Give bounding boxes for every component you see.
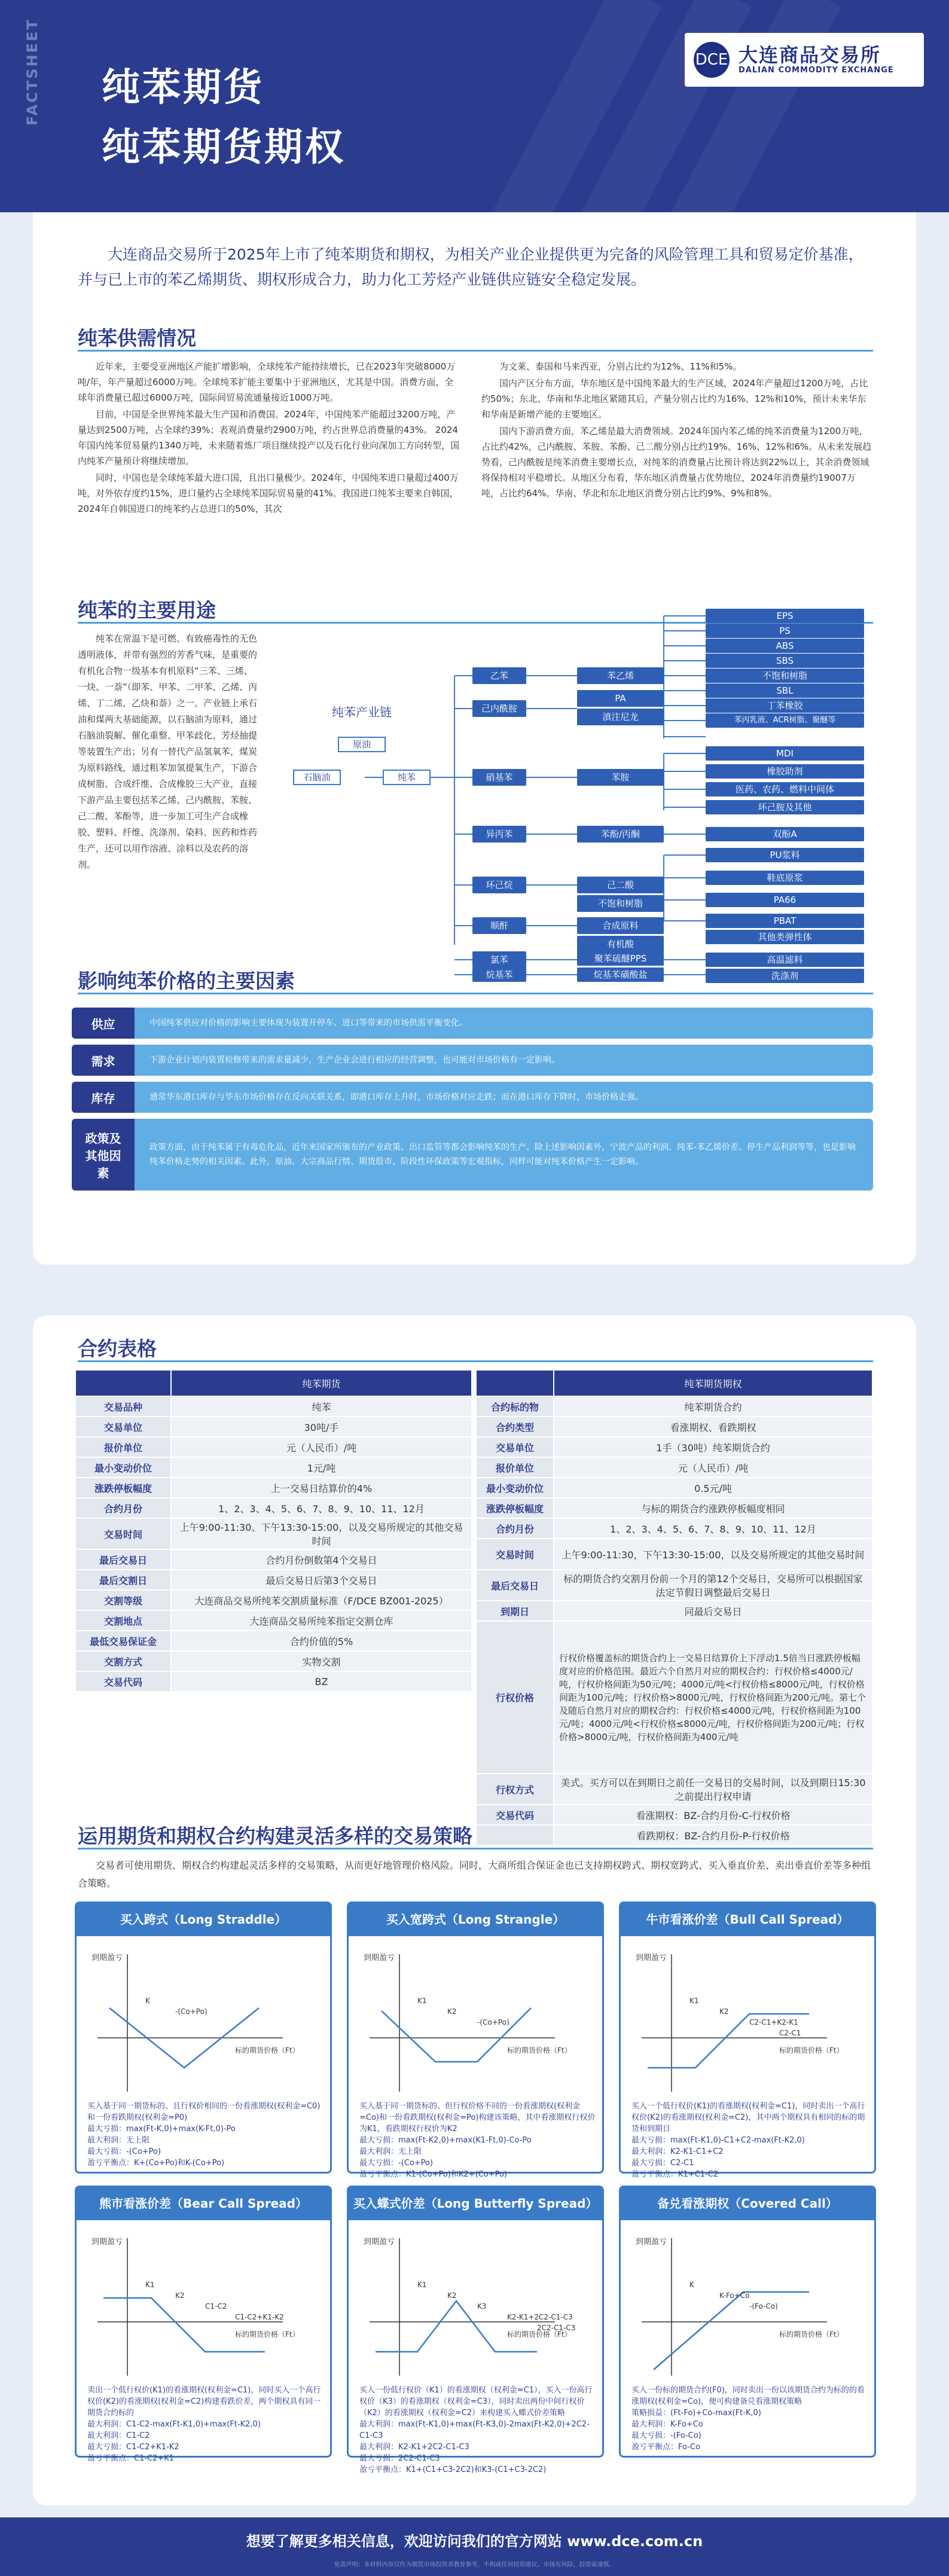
chain-label: 纯苯产业链 — [332, 705, 392, 719]
svg-text:到期盈亏: 到期盈亏 — [364, 1954, 395, 1962]
svg-text:标的期货价格（Ft）: 标的期货价格（Ft） — [235, 2330, 300, 2339]
contract-title: 合约表格 — [78, 1337, 157, 1360]
table-key: 涨跌停板幅度 — [75, 1478, 171, 1498]
payoff-label: K2 — [175, 2291, 185, 2300]
strategy-title: 运用期货和期权合约构建灵活多样的交易策略 — [78, 1824, 472, 1848]
svg-text:到期盈亏: 到期盈亏 — [364, 2238, 395, 2247]
footer — [0, 2517, 949, 2576]
chain-mid: 乙苯 — [472, 667, 526, 684]
table-value: 1、2、3、4、5、6、7、8、9、10、11、12月 — [554, 1518, 872, 1539]
factor-row-inventory: 库存 通常华东港口库存与华东市场价格存在反向关联关系，即港口库存上升时，市场价格对应走跌；而在港口库存下降时，市场价格走强。 — [72, 1082, 873, 1113]
table-row — [75, 1610, 472, 1631]
footer-disclaimer: 免责声明：本材料内容仅作为期货市场投资者教育参考，不构成任何投资建议。市场有风险，投资需谨慎。 — [334, 2562, 615, 2568]
payoff-label: K2 — [719, 2007, 729, 2016]
table-value: 纯苯 — [171, 1396, 472, 1417]
payoff-label: K2-K1+2C2-C1-C3 — [507, 2313, 573, 2321]
table-row — [75, 1671, 472, 1692]
table-key: 最低交易保证金 — [75, 1631, 171, 1651]
chain-connectors — [0, 0, 949, 1017]
futures-table: 纯苯期货 交易品种 纯苯 交易单位 30吨/手 报价单位 元（人民币）/吨 最小变动价位 1元/吨 涨跌停板幅度 上一交易日结算价的4% 合约月份 1、2、3、4、5、6、7、8、9、10、11、12月 交易时间 上午9:00-11:30、下午13:30-15:00，以及交易所规定的其他交易时间 最后交易日 合约月份倒数第4个交易日 最后交割日 最后交易日后第3个交易日 交割等级 大连商品交易所纯苯交割质量标准（F/DCE BZ001-2025） 交割地点 大连商品交易所纯苯指定交割仓库 最低交易保证金 合约价值的5% 交割方式 实物交割 交易代码 BZ — [75, 1369, 472, 1692]
strategy-title: 熊市看涨价差（Bear Call Spread） — [77, 2187, 330, 2220]
logo-name-cn: 大连商品交易所 — [739, 44, 881, 66]
factors-title: 影响纯苯价格的主要因素 — [78, 969, 295, 993]
table-row — [75, 1549, 472, 1570]
payoff-label: -(Co+Po) — [477, 2018, 509, 2026]
page-subtitle: 纯苯期货期权 — [102, 126, 346, 170]
payoff-label: K3 — [477, 2302, 487, 2311]
table-value: 1、2、3、4、5、6、7、8、9、10、11、12月 — [171, 1498, 472, 1518]
payoff-label: -(Co+Po) — [175, 2007, 208, 2016]
chain-mid2: 苯胺 — [577, 769, 664, 786]
usage-title: 纯苯的主要用途 — [78, 599, 216, 622]
table-row — [476, 1825, 872, 1845]
table-value: 看跌期权：BZ-合约月份-P-行权价格 — [554, 1825, 872, 1845]
strategy-box — [75, 2186, 332, 2463]
payoff-label: K1 — [145, 2281, 155, 2289]
strategy-intro: 交易者可使用期货、期权合约构建起灵活多样的交易策略，从而更好地管理价格风险。同时，大商所组合保证金也已支持期权跨式、期权宽跨式、买入垂直价差、卖出垂直价差等多种组合策略。 — [78, 1860, 871, 1889]
table-key: 最小变动价位 — [75, 1457, 171, 1478]
strategy-box — [347, 2186, 604, 2474]
table-row — [476, 1601, 872, 1621]
table-row — [75, 1417, 472, 1437]
table-key: 涨跌停板幅度 — [476, 1498, 554, 1518]
factsheet-label: FACTSHEET — [24, 18, 41, 126]
strategy-box — [347, 1902, 604, 2179]
chain-mid2: 苯酚/丙酮 — [577, 826, 664, 843]
table-value: 合约月份倒数第4个交易日 — [171, 1549, 472, 1570]
payoff-diagram — [358, 2232, 597, 2382]
svg-text:标的期货价格（Ft）: 标的期货价格（Ft） — [779, 2046, 844, 2055]
table-row — [75, 1457, 472, 1478]
table-value: 看涨期权、看跌期权 — [554, 1417, 872, 1437]
payoff-label: K — [145, 1997, 150, 2005]
payoff-label: K-Fo+Co — [719, 2291, 750, 2300]
payoff-label: K2 — [447, 2007, 457, 2016]
table-value: 大连商品交易所纯苯指定交割仓库 — [171, 1610, 472, 1631]
dce-mark-icon: DCE — [694, 42, 730, 78]
chain-mid: 异丙苯 — [472, 826, 526, 843]
table-value: 行权价格覆盖标的期货合约上一交易日结算价上下浮动1.5倍当日涨跌停板幅度对应的价格范围。最近六个自然月对应的期权合约：行权价格≤4000元/吨，行权价格间距为50元/吨；4000元/吨<行权价格≤8000元/吨，行权价格间距为100元/吨；行权价格>8000元/吨，行权价格间距为200元/吨。第七个及随后自然月对应的期权合约：行权价格≤4000元/吨，行权价格间距为100元/吨；4000元/吨<行权价格≤8000元/吨，行权价格间距为200元/吨；行权价格>8000元/吨，行权价格间距为400元/吨 — [554, 1621, 872, 1774]
payoff-label: C1-C2 — [205, 2302, 227, 2311]
table-key: 报价单位 — [476, 1457, 554, 1478]
payoff-diagram — [86, 2232, 325, 2382]
table-row — [476, 1396, 872, 1417]
chain-mid: 氯苯 — [472, 951, 526, 968]
table-row — [476, 1621, 872, 1774]
strategy-title: 备兑看涨期权（Covered Call） — [621, 2187, 874, 2220]
svg-text:到期盈亏: 到期盈亏 — [91, 1954, 123, 1962]
table-value: 纯苯期货合约 — [554, 1396, 872, 1417]
table-key: 行权价格 — [476, 1621, 554, 1774]
table-key: 到期日 — [476, 1601, 554, 1621]
table-row — [476, 1518, 872, 1539]
table-key: 交易代码 — [476, 1805, 554, 1825]
supply-title: 纯苯供需情况 — [78, 326, 196, 350]
table-key: 交割地点 — [75, 1610, 171, 1631]
page-title: 纯苯期货 — [102, 66, 264, 110]
table-key: 交割等级 — [75, 1590, 171, 1610]
table-row — [476, 1570, 872, 1601]
payoff-diagram — [630, 1948, 869, 2098]
chain-mid: 环己烷 — [472, 877, 526, 893]
table-key: 合约类型 — [476, 1417, 554, 1437]
strategy-box — [619, 2186, 876, 2458]
table-row — [476, 1478, 872, 1498]
table-key: 交易品种 — [75, 1396, 171, 1417]
chain-mid2: 烷基苯磺酸盐 — [577, 967, 664, 982]
payoff-label: C2-C1+K2-K1 — [749, 2018, 798, 2026]
table-value: 看涨期权：BZ-合约月份-C-行权价格 — [554, 1805, 872, 1825]
chain-mid2: 苯乙烯 — [577, 667, 664, 684]
table-key: 交易代码 — [75, 1671, 171, 1692]
payoff-label: K1 — [417, 2281, 427, 2289]
table-value: 实物交割 — [171, 1651, 472, 1671]
supply-right: 为文莱、泰国和马来西亚，分别占比约为12%、11%和5%。 国内产区分布方面，华东地区是中国纯苯最大的生产区域，2024年产量超过1200万吨，占比约50%；东北、华南和华北地区紧随其后，产量分别占比约为16%、12%和10%，预计未来华东和华南是新增产能的主要地区。 国内下游消费方面，苯乙烯是最大消费领域。2024年国内苯乙烯的纯苯消费量为1200万吨，占比约42%，己内酰胺、苯胺、苯酚、己二酸分别占比约19%、16%、12%和6%。从未来发展趋势看，己内酰胺是纯苯消费主要增长点，对纯苯的消费量占比预计将达到22%以上，其余消费领域将保持相对平稳增长。从地区分布看，华东地区消费量占优势地位，2024年消费量约19007万吨，占比约64%。华南、华北和东北地区消费分别占比约9%、9%和8%。 — [481, 361, 872, 499]
table-value: 元（人民币）/吨 — [554, 1457, 872, 1478]
chain-mid2: 有机酸 — [577, 936, 664, 953]
table-value: 标的期货合约交割月份前一个月的第12个交易日，交易所可以根据国家法定节假日调整最后交易日 — [554, 1570, 872, 1601]
divider — [78, 993, 873, 994]
table-row — [476, 1774, 872, 1805]
strategy-desc: 买入基于同一期货标的、且行权价相同的一份看涨期权(权利金=C0)和一份看跌期权(权利金=P0) 最大亏损：max(Ft-K,0)+max(K-Ft,0)-Po 最大利润：无上限 最大亏损：-(Co+Po) 盈亏平衡点：K+(Co+Po)和K-(Co+Po) — [87, 2102, 321, 2168]
strategy-title: 买入宽跨式（Long Strangle） — [349, 1903, 602, 1936]
payoff-label: K — [689, 2281, 694, 2289]
table-value: 同最后交易日 — [554, 1601, 872, 1621]
table-key: 最后交易日 — [75, 1549, 171, 1570]
strategy-box — [619, 1902, 876, 2179]
svg-text:到期盈亏: 到期盈亏 — [91, 2238, 123, 2247]
payoff-label: K2 — [447, 2291, 457, 2300]
divider — [78, 1848, 873, 1849]
svg-text:标的期货价格（Ft）: 标的期货价格（Ft） — [507, 2046, 572, 2055]
table-row — [476, 1498, 872, 1518]
supply-left: 近年来，主要受亚洲地区产能扩增影响，全球纯苯产能持续增长，已在2023年突破8000万吨/年，年产量超过6000万吨。全球纯苯扩能主要集中于亚洲地区，尤其是中国。消费方面，全球年消费量已超过6000万吨，国际间贸易流通量接近1000万吨。 目前，中国是全世界纯苯最大生产国和消费国。2024年，中国纯苯产能超过3200万吨，产量达到2500万吨，占全球约39%；表观消费量约2900万吨，约占世界总消费量的43%。 2024年国内纯苯贸易量约1340万吨，未来随着炼厂项目继续投产以及石化行业向深加工方向转型，国内纯苯产量预计将继续增加。 同时，中国也是全球纯苯最大进口国，且出口量极少。2024年，中国纯苯进口量超过400万吨，对外依存度约15%，进口量约占全球纯苯国际贸易量的41%。我国进口纯苯主要来自韩国，2024年自韩国进口的纯苯约占总进口的50%，其次 — [78, 361, 460, 514]
table-value: 上午9:00-11:30，下午13:30-15:00，以及交易所规定的其他交易时间 — [554, 1539, 872, 1570]
table-row — [476, 1457, 872, 1478]
table-value: 1手（30吨）纯苯期货合约 — [554, 1437, 872, 1457]
table-value: 上午9:00-11:30、下午13:30-15:00，以及交易所规定的其他交易时间 — [171, 1518, 472, 1549]
logo-name-en: DALIAN COMMODITY EXCHANGE — [739, 66, 894, 75]
strategy-desc: 买入一份低行权价（K1）的看涨期权（权利金=C1），买入一份高行权价（K3）的看涨期权（权利金=C3），同时卖出两份中间行权价（K2）的看涨期权（权利金=C2）来构建买入蝶式价差策略 最大利润：max(Ft-K1,0)+max(Ft-K3,0)-2max(Ft-K2,0)+2C2-C1-C3 最大利润：K2-K1+2C2-C1-C3 最大亏损：2C2-C1-C3 盈亏平衡点：K1+(C1+C3-2C2)和K3-(C1+C3-2C2) — [359, 2386, 593, 2474]
table-key: 最小变动价位 — [476, 1478, 554, 1498]
table-row — [476, 1417, 872, 1437]
table-row — [75, 1396, 472, 1417]
payoff-diagram — [86, 1948, 325, 2098]
strategy-desc: 卖出一个低行权价(K1)的看涨期权(权利金=C1)，同时买入一个高行权价(K2)的看涨期权(权利金=C2)构建看跌价差，两个期权具有同一期货合约标的 最大利润：C1-C2-max(Ft-K1,0)+max(Ft-K2,0) 最大利润：C1-C2 最大亏损：C1-C2+K1-K2 盈亏平衡点：C1-C2+K1 — [87, 2386, 321, 2463]
table-value: 元（人民币）/吨 — [171, 1437, 472, 1457]
chain-mid2: 合成原料 — [577, 917, 664, 934]
factor-row-supply: 供应 中国纯苯供应对价格的影响主要体现为装置开停车、进口等带来的市场供需平衡变化。 — [72, 1008, 873, 1039]
table-row — [75, 1651, 472, 1671]
table-value: 0.5元/吨 — [554, 1478, 872, 1498]
table-key: 交易时间 — [476, 1539, 554, 1570]
table-key: 合约标的物 — [476, 1396, 554, 1417]
chain-root-naphtha: 石脑油 — [293, 770, 341, 785]
payoff-label: C1-C2+K1-K2 — [235, 2313, 284, 2321]
chain-mid: 烷基苯 — [472, 967, 526, 982]
payoff-label: K1 — [417, 1997, 427, 2005]
strategy-desc: 买入基于同一期货标的、但行权价格不同的一份看涨期权(权利金=Co)和一份看跌期权(权利金=Po)构建该策略，其中看涨期权行权价为K1，看跌期权行权价为K2 最大亏损：max(Ft-K2,0)+max(K1-Ft,0)-Co-Po 最大利润：无上限 最大亏损：-(Co+Po) 盈亏平衡点：K1-(Co+Po)和K2+(Co+Po) — [359, 2102, 596, 2179]
table-key: 报价单位 — [75, 1437, 171, 1457]
svg-text:到期盈亏: 到期盈亏 — [636, 2238, 667, 2247]
options-table: 纯苯期货期权 合约标的物 纯苯期货合约 合约类型 看涨期权、看跌期权 交易单位 1手（30吨）纯苯期货合约 报价单位 元（人民币）/吨 最小变动价位 0.5元/吨 涨跌停板幅度 与标的期货合约涨跌停板幅度相同 合约月份 1、2、3、4、5、6、7、8、9、10、11、12月 交易时间 上午9:00-11:30，下午13:30-15:00，以及交易所规定的其他交易时间 最后交易日 标的期货合约交割月份前一个月的第12个交易日，交易所可以根据国家法定节假日调整最后交易日 到期日 同最后交易日 行权价格 行权价格覆盖标的期货合约上一交易日结算价上下浮动1.5倍当日涨跌停板幅度对应的价格范围。最近六个自然月对应的期权合约：行权价格≤4000元/吨，行权价格间距为50元/吨；4000元/吨<行权价格≤8000元/吨，行权价格间距为100元/吨；行权价格>8000元/吨，行权价格间距为200元/吨。第七个及随后自然月对应的期权合约：行权价格≤4000元/吨，行权价格间距为100元/吨；4000元/吨<行权价格≤8000元/吨，行权价格间距为200元/吨；行权价格>8000元/吨，行权价格间距为400元/吨 行权方式 美式。买方可以在到期日之前任一交易日的交易时间，以及到期日15:30之前提出行权申请 交易代码 看涨期权：BZ-合约月份-C-行权价格 看跌期权：BZ-合约月份-P-行权价格 — [475, 1369, 873, 1846]
table-row — [75, 1631, 472, 1651]
table-row — [75, 1437, 472, 1457]
strategy-title: 买入蝶式价差（Long Butterfly Spread） — [349, 2187, 602, 2220]
chain-mid: 顺酐 — [472, 917, 526, 934]
chain-root-crude: 原油 — [338, 737, 386, 752]
chain-mid2: 己二酸 — [577, 877, 664, 893]
table-row — [75, 1570, 472, 1590]
chain-mid: 硝基苯 — [472, 769, 526, 786]
chain-mid2: PA — [577, 690, 664, 707]
table-value: 1元/吨 — [171, 1457, 472, 1478]
table-row — [476, 1805, 872, 1825]
divider — [78, 1360, 873, 1362]
chain-core-benzene: 纯苯 — [383, 770, 431, 785]
factor-row-policy: 政策及其他因素 政策方面，由于纯苯属于有毒危化品，近年来国家所颁布的产业政策、出口监管等都会影响纯苯的生产。除上述影响因素外，宁波产品的利润、纯苯-苯乙烯价差、停生产品利润等等，也是影响纯苯价格走势的相关因素。此外，原油、大宗商品行情、期货股市、阶段性环保政策等宏观指标，同样可能对纯苯价格产生一定影响。 — [72, 1119, 873, 1191]
table-value: 美式。买方可以在到期日之前任一交易日的交易时间，以及到期日15:30之前提出行权申请 — [554, 1774, 872, 1805]
table-row — [75, 1498, 472, 1518]
usage-text: 纯苯在常温下是可燃、有致癌毒性的无色透明液体，并带有强烈的芳香气味，是重要的有机化合物一级基本有机原料“三苯、三烯、一炔、一萘”（即苯、甲苯、二甲苯、乙烯、丙烯、丁二烯、乙炔和萘）之一。产业链上承石油和煤两大基础能源，以石脑油为原料，通过石脑油裂解、催化重整、甲苯歧化、芳烃抽提等装置生产出；另有一替代产品氢氧苯，煤炭为原料路线，通过粗苯加氢提氧生产，下游合成树脂、合成纤维、合成橡胶三大产业，直接下游产品主要包括苯乙烯、己内酰胺、苯胺、己二酸、苯酚等，进一步加工可生产合成橡胶、塑料、纤维、洗涤剂、染料、医药和炸药生产，还可以用作溶液、涂料以及农药的溶剂。 — [78, 633, 258, 870]
table-value: 合约价值的5% — [171, 1631, 472, 1651]
svg-text:标的期货价格（Ft）: 标的期货价格（Ft） — [507, 2330, 572, 2339]
table-key: 最后交割日 — [75, 1570, 171, 1590]
strategy-desc: 买入一份标的期货合约(F0)，同时卖出一份以该期货合约为标的的看涨期权(权利金=Co)，便可构建备兑看涨期权策略 策略损益：(Ft-Fo)+Co-max(Ft-K,0) 最大利润：K-Fo+Co 最大亏损：-(Fo-Co) 盈亏平衡点：Fo-Co — [631, 2386, 865, 2452]
table-row — [75, 1518, 472, 1549]
table-row — [476, 1539, 872, 1570]
chain-mid: 己内酰胺 — [472, 700, 526, 717]
table-row — [75, 1478, 472, 1498]
table-row — [476, 1437, 872, 1457]
table-key: 交易单位 — [75, 1417, 171, 1437]
table-value: 上一交易日结算价的4% — [171, 1478, 472, 1498]
table-row — [75, 1590, 472, 1610]
table-key: 合约月份 — [75, 1498, 171, 1518]
strategy-title: 牛市看涨价差（Bull Call Spread） — [621, 1903, 874, 1936]
payoff-diagram — [630, 2232, 869, 2382]
svg-text:标的期货价格（Ft）: 标的期货价格（Ft） — [235, 2046, 300, 2055]
table-value: BZ — [171, 1671, 472, 1692]
table-value: 大连商品交易所纯苯交割质量标准（F/DCE BZ001-2025） — [171, 1590, 472, 1610]
table-value: 30吨/手 — [171, 1417, 472, 1437]
strategy-desc: 买入一个低行权价(K1)的看涨期权(权利金=C1)，同时卖出一个高行权价(K2)的看涨期权(权利金=C2)，其中两个期权具有相同的标的期货和到期日 最大亏损：max(Ft-K1,0)-C1+C2-max(Ft-K2,0) 最大利润：K2-K1-C1+C2 最大亏损：C2-C1 盈亏平衡点：K1+C1-C2 — [631, 2102, 865, 2179]
payoff-label: -(Fo-Co) — [749, 2302, 778, 2311]
table-key — [476, 1825, 554, 1845]
strategy-box — [75, 1902, 332, 2174]
table-key: 行权方式 — [476, 1774, 554, 1805]
strategy-title: 买入跨式（Long Straddle） — [77, 1903, 330, 1936]
chain-mid2: 滇注尼龙 — [577, 709, 664, 725]
factor-row-demand: 需求 下游企业计划内装置检修带来的需求量减少，生产企业会进行相应的经营调整，也可能对市场价格有一定影响。 — [72, 1045, 873, 1076]
table-key: 合约月份 — [476, 1518, 554, 1539]
table-key: 交易单位 — [476, 1437, 554, 1457]
table-key: 交易时间 — [75, 1518, 171, 1549]
intro-text: 大连商品交易所于2025年上市了纯苯期货和期权，为相关产业企业提供更为完备的风险管理工具和贸易定价基准，并与已上市的苯乙烯期货、期权形成合力，助力化工芳烃产业链供应链安全稳定发展。 — [78, 246, 863, 288]
payoff-diagram — [358, 1948, 597, 2098]
svg-text:标的期货价格（Ft）: 标的期货价格（Ft） — [779, 2330, 844, 2339]
footer-website[interactable]: 想要了解更多相关信息，欢迎访问我们的官方网站 www.dce.com.cn — [246, 2533, 703, 2550]
payoff-label: C2-C1 — [779, 2029, 801, 2037]
payoff-label: K1 — [689, 1997, 699, 2005]
chain-mid2: 聚苯硫醚PPS — [577, 951, 664, 966]
payoff-label: 2C2-C1-C3 — [537, 2324, 576, 2332]
chain-mid2: 不饱和树脂 — [577, 895, 664, 912]
table-value: 与标的期货合约涨跌停板幅度相同 — [554, 1498, 872, 1518]
table-key: 交割方式 — [75, 1651, 171, 1671]
table-value: 最后交易日后第3个交易日 — [171, 1570, 472, 1590]
table-key: 最后交易日 — [476, 1570, 554, 1601]
svg-text:到期盈亏: 到期盈亏 — [636, 1954, 667, 1962]
